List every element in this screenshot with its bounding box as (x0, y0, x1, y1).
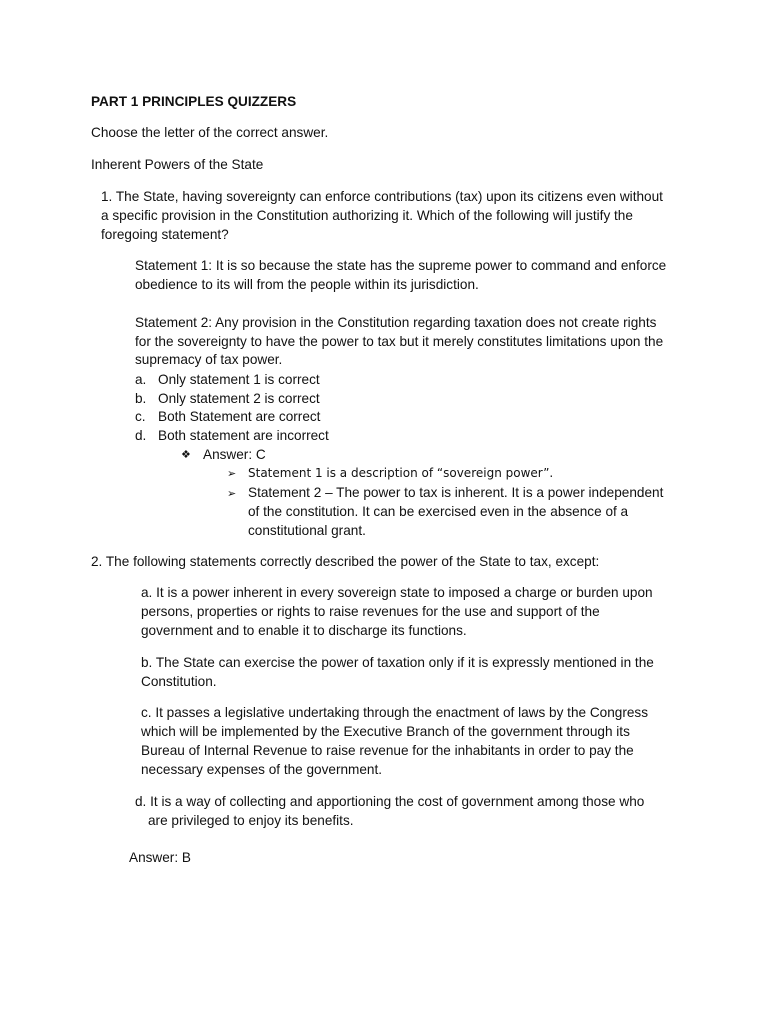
question-1-line: a specific provision in the Constitution authorizing it. Which of the following will justify the (101, 208, 633, 223)
choice-a-line: persons, properties or rights to raise revenues for the use and support of the (141, 604, 600, 619)
answer-label: Answer: C (203, 447, 266, 462)
option-letter: b. (135, 391, 147, 406)
choice-c-line: necessary expenses of the government. (141, 762, 383, 777)
option-text: Only statement 1 is correct (158, 372, 320, 387)
choice-c-line: c. It passes a legislative undertaking through the enactment of laws by the Congress (141, 705, 649, 720)
statement-2-line: supremacy of tax power. (135, 352, 283, 367)
option-text: Both Statement are correct (158, 409, 321, 424)
statement-1-line: Statement 1: It is so because the state has the supreme power to command and enforce (135, 258, 667, 273)
option-letter: d. (135, 428, 147, 443)
option-text: Both statement are incorrect (158, 428, 329, 443)
explanation-2-line: constitutional grant. (248, 523, 366, 538)
choice-b-line: Constitution. (141, 674, 217, 689)
option-letter: a. (135, 372, 147, 387)
statement-2-line: for the sovereignty to have the power to tax but it merely constitutes limitations upon the (135, 334, 664, 349)
question-1-line: 1. The State, having sovereignty can enforce contributions (tax) upon its citizens even without (101, 189, 663, 204)
choice-a-line: a. It is a power inherent in every sovereign state to imposed a charge or burden upon (141, 585, 653, 600)
diamond-bullet-icon: ❖ (181, 449, 191, 461)
choice-a-line: government and to enable it to discharge its functions. (141, 623, 467, 638)
explanation-1: Statement 1 is a description of “sovereign power”. (248, 466, 554, 480)
choice-d-line: are privileged to enjoy its benefits. (148, 813, 354, 828)
question-2-stem: 2. The following statements correctly described the power of the State to tax, except: (91, 554, 600, 569)
choice-d-line: d. It is a way of collecting and apportioning the cost of government among those who (135, 794, 645, 809)
instruction-text: Choose the letter of the correct answer. (91, 125, 329, 140)
choice-c-line: Bureau of Internal Revenue to raise revenue for the inhabitants in order to pay the (141, 743, 634, 758)
question-1-line: foregoing statement? (101, 227, 229, 242)
arrow-bullet-icon: ➢ (227, 468, 237, 480)
section-heading: Inherent Powers of the State (91, 157, 264, 172)
choice-b-line: b. The State can exercise the power of taxation only if it is expressly mentioned in the (141, 655, 654, 670)
choice-c-line: which will be implemented by the Executive Branch of the government through its (141, 724, 630, 739)
arrow-bullet-icon: ➢ (227, 488, 237, 500)
option-text: Only statement 2 is correct (158, 391, 320, 406)
document-title: PART 1 PRINCIPLES QUIZZERS (91, 94, 297, 109)
answer-label: Answer: B (129, 850, 191, 865)
statement-1-line: obedience to its will from the people within its jurisdiction. (135, 277, 479, 292)
explanation-2-line: of the constitution. It can be exercised even in the absence of a (248, 504, 629, 519)
statement-2-line: Statement 2: Any provision in the Constitution regarding taxation does not create rights (135, 315, 657, 330)
explanation-2-line: Statement 2 – The power to tax is inherent. It is a power independent (248, 485, 664, 500)
option-letter: c. (135, 409, 146, 424)
